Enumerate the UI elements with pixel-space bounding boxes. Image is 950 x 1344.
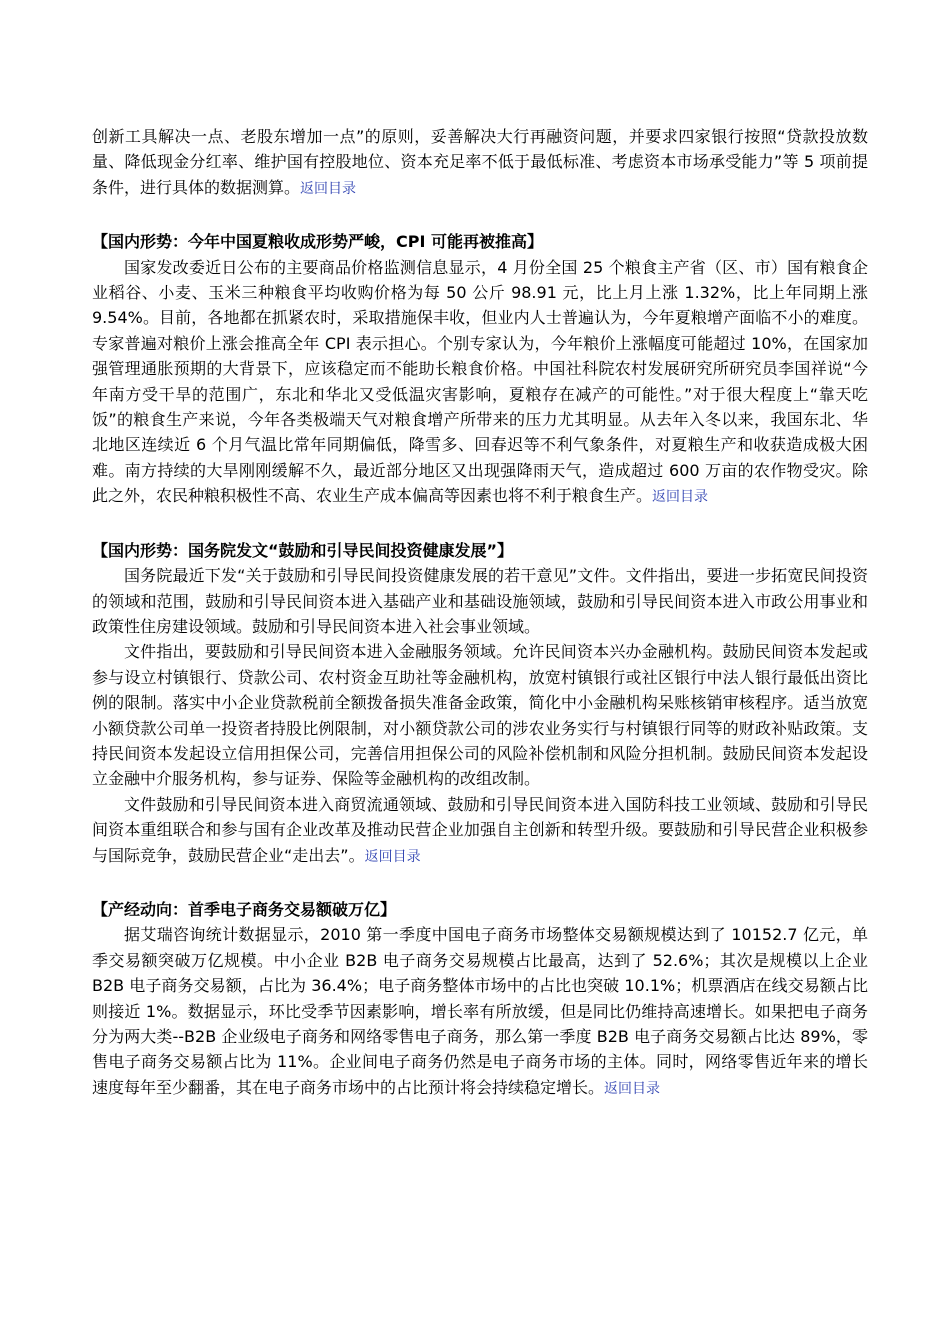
paragraph-text: 国家发改委近日公布的主要商品价格监测信息显示，4 月份全国 25 个粮食主产省（区、市）国有粮食企业稻谷、小麦、玉米三种粮食平均收购价格为每 50 公斤 98.91 元，比上月上涨 1.32%，比上年同期上涨 9.54%。目前，各地都在抓紧农时，采取措施保丰收，但业内人士普遍认为，今年夏粮增产面临不小的难度。专家普遍对粮价上涨会推高全年 CPI 表示担心。个别专家认为，今年粮价上涨幅度可能超过 10%，在国家加强管理通胀预期的大背景下，应该稳定而不能助长粮食价格。中国社科院农村发展研究所研究员李国祥说“今年南方受干旱的范围广，东北和华北又受低温灾害影响，夏粮存在减产的可能性。”对于很大程度上“靠天吃饭”的粮食生产来说，今年各类极端天气对粮食增产所带来的压力尤其明显。从去年入冬以来，我国东北、华北地区连续近 6 个月气温比常年同期偏低，降雪多、回春迟等不利气象条件，对夏粮生产和收获造成极大困难。南方持续的大旱刚刚缓解不久，最近部分地区又出现强降雨天气，造成超过 600 万亩的农作物受灾。除此之外，农民种粮积极性不高、农业生产成本偏高等因素也将不利于粮食生产。 bbox=[92, 257, 868, 506]
paragraph-text: 文件鼓励和引导民间资本进入商贸流通领域、鼓励和引导民间资本进入国防科技工业领域、鼓励和引导民间资本重组联合和参与国有企业改革及推动民营企业加强自主创新和转型升级。要鼓励和引导民营企业积极参与国际竞争，鼓励民营企业“走出去”。 bbox=[92, 794, 868, 865]
section-paragraph bbox=[92, 922, 868, 1102]
section-heading: 【产经动向：首季电子商务交易额破万亿】 bbox=[92, 899, 397, 919]
intro-paragraph bbox=[92, 124, 868, 202]
paragraph-text: 据艾瑞咨询统计数据显示，2010 第一季度中国电子商务市场整体交易额规模达到了 10152.7 亿元，单季交易额突破万亿规模。中小企业 B2B 电子商务交易规模占比最高，达到了 52.6%；其次是规模以上企业 B2B 电子商务交易额，占比为 36.4%；电子商务整体市场中的占比也突破 10.1%；机票酒店在线交易额占比则接近 1%。数据显示，环比受季节因素影响，增长率有所放缓，但是同比仍维持高速增长。如果把电子商务分为两大类--B2B 企业级电子商务和网络零售电子商务，那么第一季度 B2B 电子商务交易额占比达 89%，零售电子商务交易额占比为 11%。企业间电子商务仍然是电子商务市场的主体。同时，网络零售近年来的增长速度每年至少翻番，其在电子商务市场中的占比预计将会持续稳定增长。 bbox=[92, 925, 868, 1097]
section-private-investment bbox=[92, 538, 868, 870]
section-paragraph bbox=[92, 792, 868, 870]
intro-text: 创新工具解决一点、老股东增加一点”的原则，妥善解决大行再融资问题，并要求四家银行按照“贷款投放数量、降低现金分红率、维护国有控股地位、资本充足率不低于最低标准、考虑资本市场承受能力”等 5 项前提条件，进行具体的数据测算。 bbox=[92, 127, 868, 197]
section-paragraph: 国务院最近下发“关于鼓励和引导民间投资健康发展的若干意见”文件。文件指出，要进一步拓宽民间投资的领域和范围，鼓励和引导民间资本进入基础产业和基础设施领域，鼓励和引导民间资本进入市政公用事业和政策性住房建设领域。鼓励和引导民间资本进入社会事业领域。 bbox=[92, 566, 868, 636]
document-page bbox=[92, 124, 868, 1102]
section-heading: 【国内形势：国务院发文“鼓励和引导民间投资健康发展”】 bbox=[92, 540, 514, 560]
back-to-toc-link[interactable]: 返回目录 bbox=[652, 489, 709, 506]
section-ecommerce bbox=[92, 897, 868, 1102]
section-heading: 【国内形势：今年中国夏粮收成形势严峻，CPI 可能再被推高】 bbox=[92, 232, 543, 252]
section-paragraph bbox=[92, 255, 868, 511]
back-to-toc-link[interactable]: 返回目录 bbox=[364, 848, 421, 865]
section-paragraph: 文件指出，要鼓励和引导民间资本进入金融服务领域。允许民间资本兴办金融机构。鼓励民间资本发起或参与设立村镇银行、贷款公司、农村资金互助社等金融机构，放宽村镇银行或社区银行中法人银行最低出资比例的限制。落实中小企业贷款税前全额拨备损失准备金政策，简化中小金融机构呆账核销审核程序。适当放宽小额贷款公司单一投资者持股比例限制，对小额贷款公司的涉农业务实行与村镇银行同等的财政补贴政策。支持民间资本发起设立信用担保公司，完善信用担保公司的风险补偿机制和风险分担机制。鼓励民间资本发起设立金融中介服务机构，参与证券、保险等金融机构的改组改制。 bbox=[92, 642, 868, 789]
back-to-toc-link[interactable]: 返回目录 bbox=[604, 1080, 661, 1097]
section-grain bbox=[92, 229, 868, 510]
back-to-toc-link[interactable]: 返回目录 bbox=[300, 180, 357, 197]
